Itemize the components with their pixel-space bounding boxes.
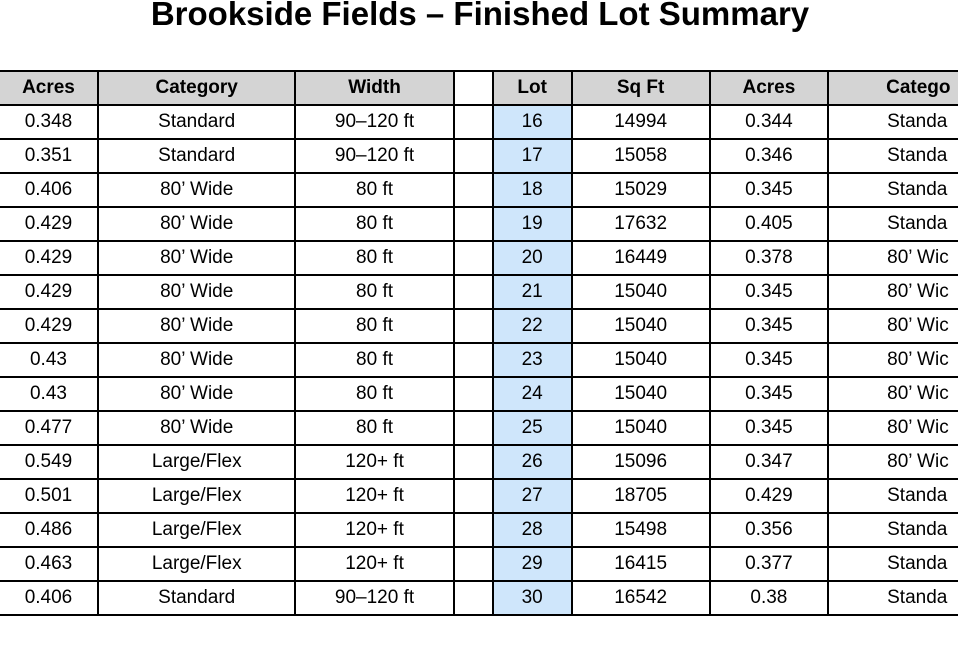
cell-acres-left[interactable]: 0.463 — [0, 547, 98, 581]
cell-sqft[interactable]: 16542 — [572, 581, 710, 615]
cell-spacer[interactable] — [454, 309, 493, 343]
cell-category[interactable]: Standa — [828, 479, 958, 513]
table-row — [0, 309, 958, 343]
cell-width-left[interactable]: 120+ ft — [295, 479, 453, 513]
cell-acres[interactable]: 0.347 — [710, 445, 828, 479]
cell-spacer[interactable] — [454, 241, 493, 275]
cell-sqft[interactable]: 14994 — [572, 105, 710, 139]
cell-acres[interactable]: 0.345 — [710, 343, 828, 377]
cell-spacer[interactable] — [454, 581, 493, 615]
cell-category-left[interactable]: 80’ Wide — [98, 309, 296, 343]
table-row — [0, 207, 958, 241]
header-cell-sqft[interactable]: Sq Ft — [572, 71, 710, 105]
cell-acres[interactable]: 0.346 — [710, 139, 828, 173]
header-cell-acres-left[interactable]: Acres — [0, 71, 98, 105]
cell-spacer[interactable] — [454, 207, 493, 241]
cell-width-left[interactable]: 90–120 ft — [295, 105, 453, 139]
cell-lot[interactable]: 17 — [493, 139, 572, 173]
cell-category-left[interactable]: 80’ Wide — [98, 207, 296, 241]
cell-spacer[interactable] — [454, 343, 493, 377]
cell-acres-left[interactable]: 0.43 — [0, 377, 98, 411]
cell-category-left[interactable]: 80’ Wide — [98, 173, 296, 207]
header-cell-category-left[interactable]: Category — [98, 71, 296, 105]
cell-category-left[interactable]: 80’ Wide — [98, 241, 296, 275]
cell-acres-left[interactable]: 0.429 — [0, 241, 98, 275]
cell-lot[interactable]: 23 — [493, 343, 572, 377]
table-row — [0, 139, 958, 173]
table-row — [0, 275, 958, 309]
header-cell-spacer[interactable] — [454, 71, 493, 105]
cell-width-left[interactable]: 80 ft — [295, 173, 453, 207]
table-row — [0, 547, 958, 581]
table-row — [0, 411, 958, 445]
cell-category[interactable]: Standa — [828, 207, 958, 241]
cell-acres-left[interactable]: 0.406 — [0, 581, 98, 615]
cell-category-left[interactable]: Standard — [98, 105, 296, 139]
table-row — [0, 479, 958, 513]
cell-category-left[interactable]: 80’ Wide — [98, 377, 296, 411]
cell-acres-left[interactable]: 0.43 — [0, 343, 98, 377]
cell-width-left[interactable]: 80 ft — [295, 411, 453, 445]
cell-spacer[interactable] — [454, 547, 493, 581]
cell-acres[interactable]: 0.377 — [710, 547, 828, 581]
cell-lot[interactable]: 18 — [493, 173, 572, 207]
cell-category[interactable]: 80’ Wic — [828, 343, 958, 377]
cell-category[interactable]: 80’ Wic — [828, 377, 958, 411]
table-row — [0, 173, 958, 207]
cell-spacer[interactable] — [454, 445, 493, 479]
cell-width-left[interactable]: 80 ft — [295, 241, 453, 275]
cell-acres[interactable]: 0.405 — [710, 207, 828, 241]
cell-spacer[interactable] — [454, 411, 493, 445]
cell-sqft[interactable]: 15040 — [572, 309, 710, 343]
cell-category[interactable]: 80’ Wic — [828, 445, 958, 479]
cell-width-left[interactable]: 80 ft — [295, 377, 453, 411]
cell-category-left[interactable]: Standard — [98, 581, 296, 615]
cell-sqft[interactable]: 15040 — [572, 377, 710, 411]
cell-sqft[interactable]: 16415 — [572, 547, 710, 581]
cell-acres[interactable]: 0.344 — [710, 105, 828, 139]
cell-width-left[interactable]: 90–120 ft — [295, 581, 453, 615]
cell-lot[interactable]: 26 — [493, 445, 572, 479]
cell-sqft[interactable]: 18705 — [572, 479, 710, 513]
cell-acres[interactable]: 0.429 — [710, 479, 828, 513]
cell-lot[interactable]: 25 — [493, 411, 572, 445]
cell-acres-left[interactable]: 0.477 — [0, 411, 98, 445]
sheet-title: Brookside Fields – Finished Lot Summary — [150, 0, 810, 32]
cell-spacer[interactable] — [454, 105, 493, 139]
cell-category[interactable]: 80’ Wic — [828, 411, 958, 445]
cell-spacer[interactable] — [454, 275, 493, 309]
cell-acres-left[interactable]: 0.348 — [0, 105, 98, 139]
cell-spacer[interactable] — [454, 513, 493, 547]
cell-acres[interactable]: 0.345 — [710, 309, 828, 343]
header-cell-category[interactable]: Catego — [828, 71, 958, 105]
cell-acres-left[interactable]: 0.429 — [0, 275, 98, 309]
cell-width-left[interactable]: 120+ ft — [295, 547, 453, 581]
cell-sqft[interactable]: 15040 — [572, 275, 710, 309]
table-row — [0, 377, 958, 411]
cell-lot[interactable]: 27 — [493, 479, 572, 513]
cell-category[interactable]: 80’ Wic — [828, 241, 958, 275]
cell-category[interactable]: Standa — [828, 139, 958, 173]
cell-lot[interactable]: 20 — [493, 241, 572, 275]
cell-acres-left[interactable]: 0.406 — [0, 173, 98, 207]
cell-lot[interactable]: 22 — [493, 309, 572, 343]
cell-category-left[interactable]: Large/Flex — [98, 479, 296, 513]
cell-width-left[interactable]: 90–120 ft — [295, 139, 453, 173]
cell-acres[interactable]: 0.345 — [710, 411, 828, 445]
header-cell-acres[interactable]: Acres — [710, 71, 828, 105]
cell-acres[interactable]: 0.356 — [710, 513, 828, 547]
cell-width-left[interactable]: 80 ft — [295, 275, 453, 309]
cell-sqft[interactable]: 15096 — [572, 445, 710, 479]
cell-lot[interactable]: 28 — [493, 513, 572, 547]
cell-sqft[interactable]: 16449 — [572, 241, 710, 275]
table-row — [0, 105, 958, 139]
cell-sqft[interactable]: 15498 — [572, 513, 710, 547]
cell-lot[interactable]: 30 — [493, 581, 572, 615]
cell-spacer[interactable] — [454, 377, 493, 411]
table-row — [0, 343, 958, 377]
cell-spacer[interactable] — [454, 139, 493, 173]
cell-sqft[interactable]: 15040 — [572, 411, 710, 445]
cell-acres-left[interactable]: 0.429 — [0, 207, 98, 241]
cell-acres-left[interactable]: 0.486 — [0, 513, 98, 547]
cell-width-left[interactable]: 80 ft — [295, 309, 453, 343]
table-row — [0, 581, 958, 615]
header-cell-lot[interactable]: Lot — [493, 71, 572, 105]
cell-acres[interactable]: 0.345 — [710, 173, 828, 207]
table-row — [0, 445, 958, 479]
cell-acres-left[interactable]: 0.501 — [0, 479, 98, 513]
cell-spacer[interactable] — [454, 479, 493, 513]
cell-lot[interactable]: 24 — [493, 377, 572, 411]
cell-acres[interactable]: 0.378 — [710, 241, 828, 275]
cell-category-left[interactable]: Large/Flex — [98, 547, 296, 581]
cell-acres[interactable]: 0.345 — [710, 377, 828, 411]
header-cell-width-left[interactable]: Width — [295, 71, 453, 105]
cell-width-left[interactable]: 80 ft — [295, 343, 453, 377]
cell-category[interactable]: Standa — [828, 513, 958, 547]
cell-category[interactable]: Standa — [828, 173, 958, 207]
table-row — [0, 513, 958, 547]
cell-category-left[interactable]: 80’ Wide — [98, 343, 296, 377]
cell-width-left[interactable]: 120+ ft — [295, 513, 453, 547]
cell-acres[interactable]: 0.38 — [710, 581, 828, 615]
cell-category[interactable]: Standa — [828, 105, 958, 139]
header-row — [0, 71, 958, 105]
cell-sqft[interactable]: 15058 — [572, 139, 710, 173]
table-row — [0, 241, 958, 275]
cell-lot[interactable]: 21 — [493, 275, 572, 309]
cell-sqft[interactable]: 17632 — [572, 207, 710, 241]
cell-category[interactable]: 80’ Wic — [828, 309, 958, 343]
cell-acres[interactable]: 0.345 — [710, 275, 828, 309]
cell-width-left[interactable]: 120+ ft — [295, 445, 453, 479]
cell-category-left[interactable]: 80’ Wide — [98, 411, 296, 445]
cell-category-left[interactable]: 80’ Wide — [98, 275, 296, 309]
lot-summary-table — [0, 70, 958, 616]
cell-category-left[interactable]: Large/Flex — [98, 513, 296, 547]
cell-acres-left[interactable]: 0.549 — [0, 445, 98, 479]
cell-width-left[interactable]: 80 ft — [295, 207, 453, 241]
cell-category-left[interactable]: Standard — [98, 139, 296, 173]
cell-sqft[interactable]: 15040 — [572, 343, 710, 377]
cell-lot[interactable]: 19 — [493, 207, 572, 241]
cell-sqft[interactable]: 15029 — [572, 173, 710, 207]
cell-category[interactable]: Standa — [828, 581, 958, 615]
cell-lot[interactable]: 16 — [493, 105, 572, 139]
cell-acres-left[interactable]: 0.351 — [0, 139, 98, 173]
cell-lot[interactable]: 29 — [493, 547, 572, 581]
cell-category[interactable]: 80’ Wic — [828, 275, 958, 309]
cell-category[interactable]: Standa — [828, 547, 958, 581]
cell-acres-left[interactable]: 0.429 — [0, 309, 98, 343]
cell-spacer[interactable] — [454, 173, 493, 207]
cell-category-left[interactable]: Large/Flex — [98, 445, 296, 479]
